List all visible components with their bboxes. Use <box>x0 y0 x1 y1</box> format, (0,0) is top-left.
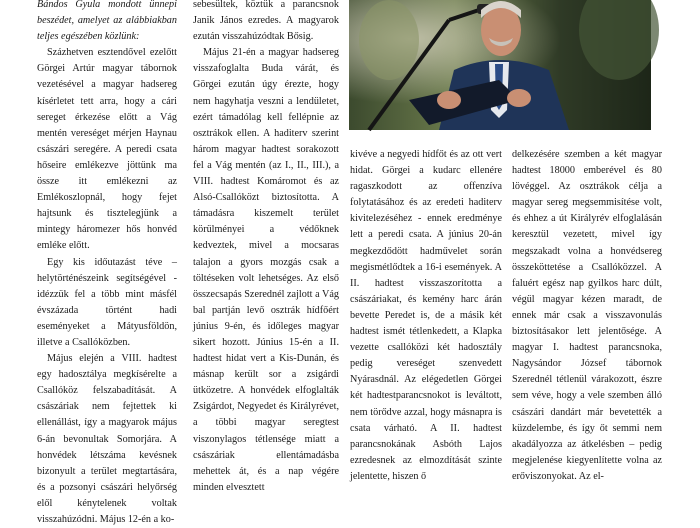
paragraph: Május elején a VIII. hadtest egy hadosztálya megkísérelte a Csallóköz felszabadítását. A császáriak nem fejtettek ki ellenállást, így a magyarok május 6-án bevonultak Somorjára. A honvédek létszáma kevésnek bizonyult a terület megtartására, és a pozsonyi császári helyőrség elől kénytelenek voltak visszahúzódni. Május 12-én a ko- <box>37 353 177 525</box>
article-column-4 <box>512 147 662 482</box>
paragraph: sebesültek, köztük a parancsnok Janik János ezredes. A magyarok ezután visszahúzódtak Bősig. <box>193 0 339 43</box>
paragraph: kivéve a negyedi hídfőt és az ott vert hidat. Görgei a kudarc ellenére ragaszkodott az offenzíva folytatásához és az eredeti haditerv kivitelezéséhez - ennek eredménye lett a peredi csata. A június 20-án megkezdődött hadművelet során megismétlődtek a 16-i események. A II. hadtest visszaszorította a császáriakat, és kemény harc árán bevette Peredet is, de a másik két hadtest ismét tétlenkedett, a Klapka vezette csallóközi két hadosztály pedig vereséget szenvedett Nyárasdnál. Az elégedetlen Görgei két hadtestparancsnokot is leváltott, nem törődve azzal, hogy másnapra is csata várható. A II. hadtest parancsnokának Asbóth Lajos ezredesnek az elmozdítását szinte jelentette, hiszen ő <box>350 149 502 482</box>
paragraph: delkezésére szemben a két magyar hadtest 18000 emberével és 80 lövéggel. Az osztrákok célja a magyar sereg megsemmisítése volt, és ehhez a út Királyrév elfoglalásán keresztül vezetett, mivel így megszakadt volna a honvédsereg összeköttetése a Csallóközzel. A faluért egész nap gyilkos harc dúlt, végül magyar kézen maradt, de ennek már csak a visszavonulás biztosításakor lett jelentősége. A magyar I. hadtest parancsnoka, Nagysándor József tábornok Szerednél tétlenül várakozott, észre sem véve, hogy a vele szemben álló császári dandárt már bevetették a küzdelembe, és így őt semmi nem akadályozza az átkelésben – pedig megjelenése kiegyenlítette volna az erőviszonyokat. Az el- <box>512 149 662 482</box>
article-intro: Bándos Gyula mondott ünnepi beszédet, amelyet az alábbiakban teljes egészében közlünk: <box>37 0 177 43</box>
speaker-photo <box>349 0 651 130</box>
paragraph: Május 21-én a magyar hadsereg visszafoglalta Buda várát, és Görgei ezután úgy érezte, hogy nem hagyhatja veszni a lendületet, ezért támadólag kell fellépnie az osztrákok ellen. A haditerv szerint három magyar hadtest sorakozott fel a Vág mentén (az I., II., III.), a VIII. hadtest Komáromot és az Alsó-Csallóközt biztosította. A támadásra kiszemelt terület körülményei a védőknek kedveztek, mivel a mocsaras talajon a gyors mozgás csak a töltéseken volt lehetséges. Az első összecsapás Szerednél zajlott a Vág bal partján levő osztrák hídfőért június 9-én, és időleges magyar sikert hozott. Június 15-én a II. hadtest hidat vert a Kis-Dunán, és másnap került sor a zsigárdi ütközetre. A honvédek elfoglalták Zsigárdot, Negyedet és Királyrévet, a többi magyar seregtest viszonylagos tétlensége miatt a császáriak ellentámadásba mehettek át, és a nap végére minden elvesztett <box>193 47 339 493</box>
paragraph: Százhetven esztendővel ezelőtt Görgei Artúr magyar tábornok vezetésével a magyar hadsereg kísérletet tett arra, hogy a cári sereget érkezése előtt a Vág mentén vereséget mérjen Haynau császári seregére. A peredi csata hőseire emlékezve jöttünk ma össze itt emlékezni az Emlékoszlopnál, hogy fejet hajtsunk és tisztelegjünk a mintegy háromezer hős honvéd emléke előtt. <box>37 47 177 252</box>
article-column-2 <box>193 0 339 493</box>
paragraph: Egy kis időutazást téve – helytörténészeink segítségével - idézzük fel a több mint másfél évszázada történt hadi eseményeket a Mátyusföldön, illetve a Csallóközben. <box>37 256 177 348</box>
article-column-3 <box>350 147 502 482</box>
article-column-1 <box>37 0 177 525</box>
